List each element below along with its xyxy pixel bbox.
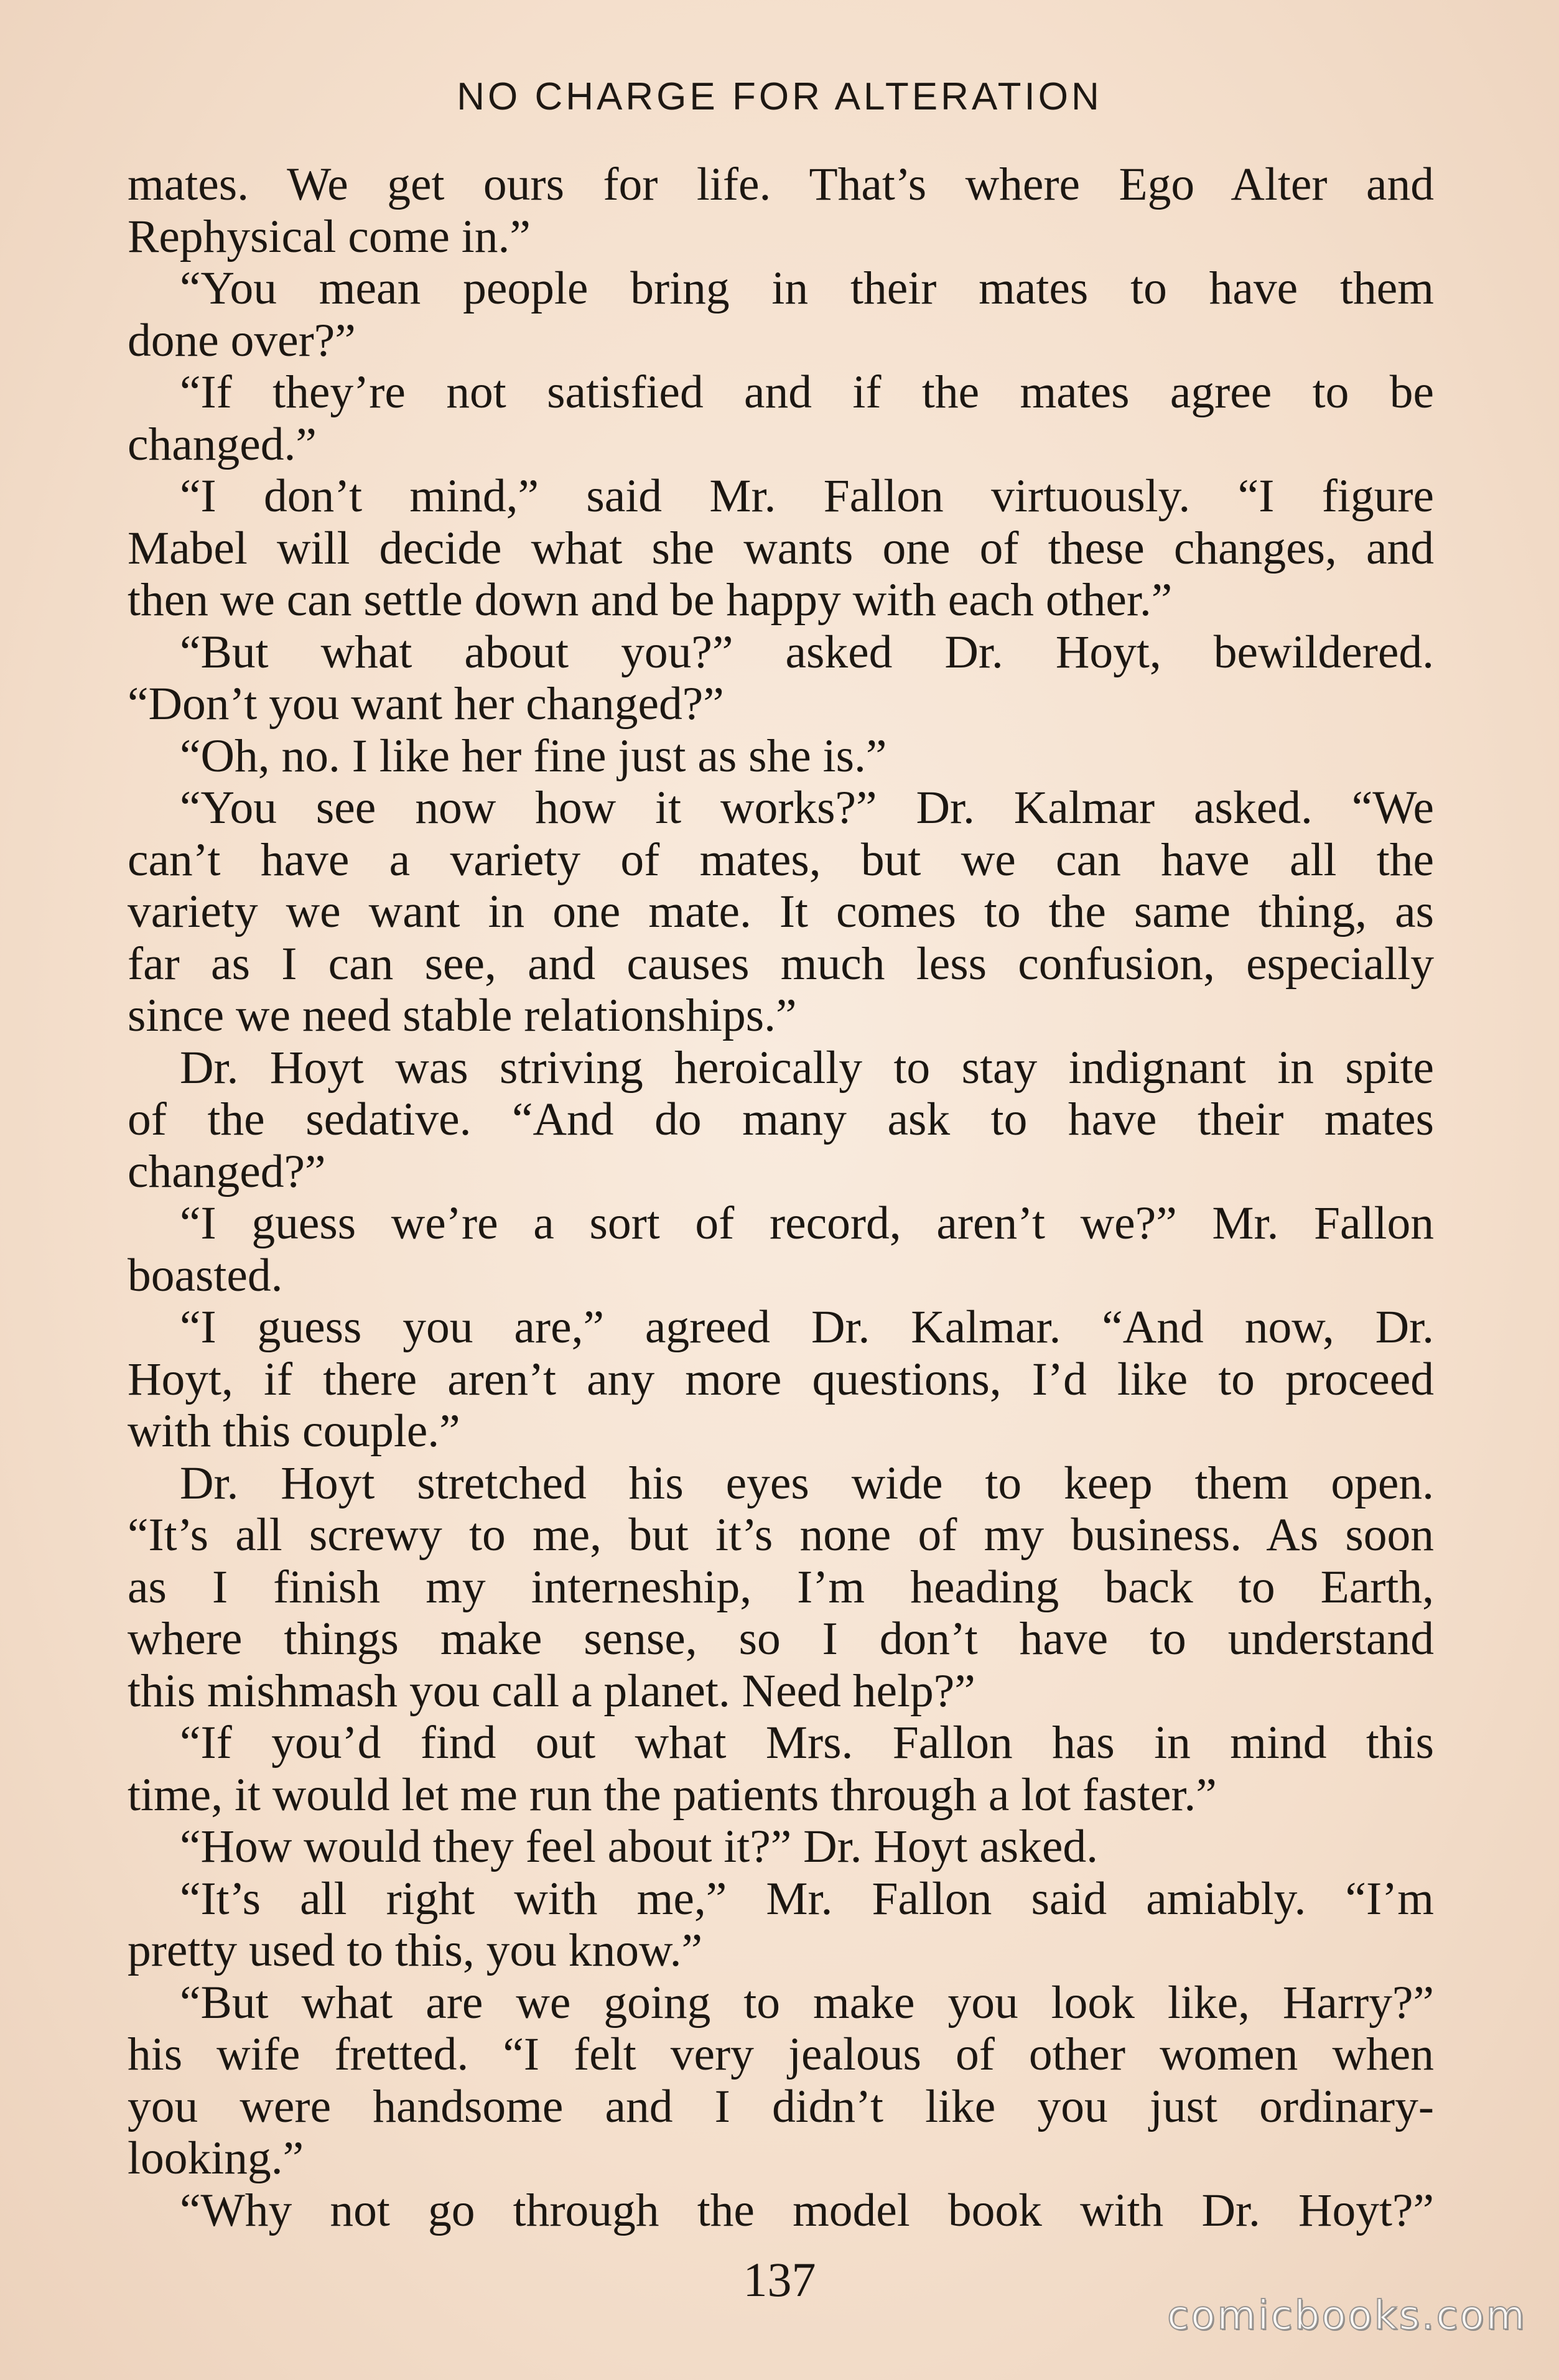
text-line: Dr. Hoyt was striving heroically to stay indignant in spite (180, 1041, 1434, 1094)
text-line: “If they’re not satisfied and if the mates agree to be (180, 366, 1434, 418)
text-line: since we need stable relationships.” (128, 990, 797, 1041)
text-line: “I guess we’re a sort of record, aren’t we?” Mr. Fallon (180, 1197, 1434, 1249)
text-line: “How would they feel about it?” Dr. Hoyt asked. (180, 1821, 1099, 1872)
text-line: his wife fretted. “I felt very jealous of other women when (128, 2029, 1434, 2080)
text-line: Mabel will decide what she wants one of these changes, and (128, 522, 1434, 574)
running-head: NO CHARGE FOR ALTERATION (457, 75, 1102, 118)
text-line: “It’s all screwy to me, but it’s none of my business. As soon (128, 1509, 1434, 1561)
text-line: “Don’t you want her changed?” (128, 678, 724, 730)
text-line: “I guess you are,” agreed Dr. Kalmar. “And now, Dr. (180, 1301, 1434, 1353)
text-line: Rephysical come in.” (128, 210, 531, 263)
watermark: comicbooks.com (1166, 2293, 1527, 2339)
text-line: as I finish my interneship, I’m heading back to Earth, (128, 1561, 1434, 1613)
text-line: changed?” (128, 1145, 326, 1197)
text-line: changed.” (128, 418, 317, 470)
text-line: Hoyt, if there aren’t any more questions, I’d like to proceed (128, 1353, 1434, 1405)
text-line: can’t have a variety of mates, but we can have all the (128, 834, 1434, 886)
page-number: 137 (743, 2252, 816, 2307)
text-line: of the sedative. “And do many ask to have their mates (128, 1094, 1434, 1145)
text-line: mates. We get ours for life. That’s where Ego Alter and (128, 159, 1434, 210)
text-line: with this couple.” (128, 1405, 460, 1457)
text-line: pretty used to this, you know.” (128, 1925, 703, 1976)
text-line: “But what are we going to make you look like, Harry?” (180, 1976, 1434, 2029)
text-line: this mishmash you call a planet. Need help?” (128, 1665, 975, 1717)
text-line: “Why not go through the model book with Dr. Hoyt?” (180, 2184, 1434, 2236)
text-line: looking.” (128, 2132, 304, 2184)
text-line: then we can settle down and be happy with each other.” (128, 574, 1173, 626)
text-line: where things make sense, so I don’t have to understand (128, 1613, 1434, 1665)
text-line: you were handsome and I didn’t like you just ordinary- (128, 2080, 1434, 2132)
text-line: variety we want in one mate. It comes to the same thing, as (128, 886, 1434, 937)
text-line: “Oh, no. I like her fine just as she is.” (180, 730, 887, 782)
text-line: “But what about you?” asked Dr. Hoyt, bewildered. (180, 626, 1434, 678)
text-line: Dr. Hoyt stretched his eyes wide to keep them open. (180, 1457, 1434, 1509)
text-line: “It’s all right with me,” Mr. Fallon said amiably. “I’m (180, 1872, 1434, 1925)
text-line: “You mean people bring in their mates to have them (180, 263, 1434, 314)
text-line: time, it would let me run the patients through a lot faster.” (128, 1769, 1217, 1821)
body-text (128, 159, 1434, 2236)
text-line: boasted. (128, 1249, 283, 1301)
text-line: “If you’d find out what Mrs. Fallon has in mind this (180, 1717, 1434, 1769)
text-line: “You see now how it works?” Dr. Kalmar asked. “We (180, 782, 1434, 834)
text-line: far as I can see, and causes much less confusion, especially (128, 937, 1434, 990)
text-line: done over?” (128, 314, 356, 366)
text-line: “I don’t mind,” said Mr. Fallon virtuously. “I figure (180, 470, 1434, 522)
